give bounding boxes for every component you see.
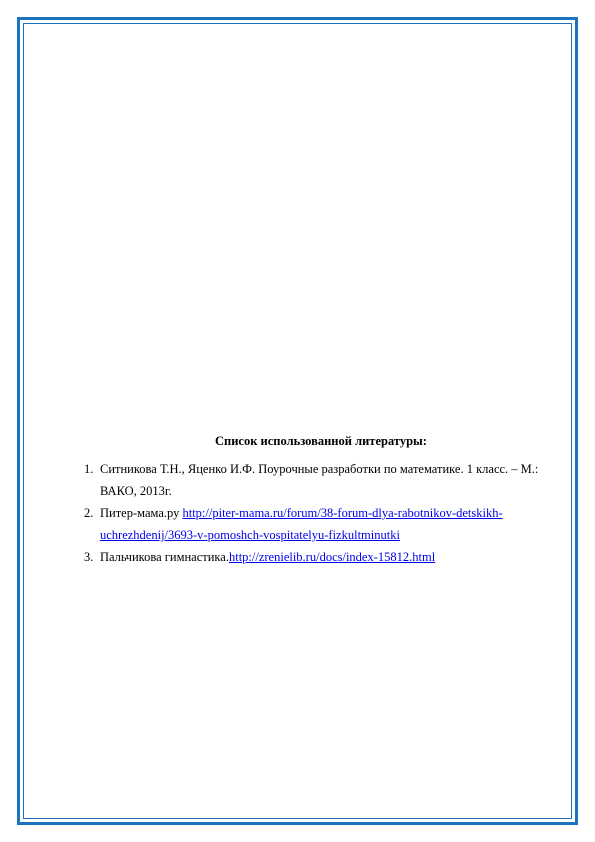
reference-item-3 xyxy=(84,546,544,568)
reference-number: 2. xyxy=(84,506,94,520)
references-list xyxy=(84,458,544,568)
reference-text: Ситникова Т.Н., Яценко И.Ф. Поурочные разработки по математике. 1 класс. – М.: ВАКО, 2013г. xyxy=(100,462,539,498)
reference-number: 3. xyxy=(84,550,94,564)
references-title: Список использованной литературы: xyxy=(215,434,427,448)
reference-item-1 xyxy=(84,458,544,502)
reference-item-2 xyxy=(84,502,544,546)
reference-link[interactable]: http://piter-mama.ru/forum/38-forum-dlya-rabotnikov-detskikh-uchrezhdenij/3693-v-pomoshch-vospitatelyu-fizkultminutki xyxy=(100,506,503,542)
reference-text: Питер-мама.ру xyxy=(100,506,183,520)
reference-link[interactable]: http://zrenielib.ru/docs/index-15812.html xyxy=(228,550,436,564)
references-section xyxy=(84,432,544,568)
reference-text: Пальчикова гимнастика. xyxy=(100,550,229,564)
page-border-inner xyxy=(23,23,572,819)
reference-number: 1. xyxy=(84,462,94,476)
